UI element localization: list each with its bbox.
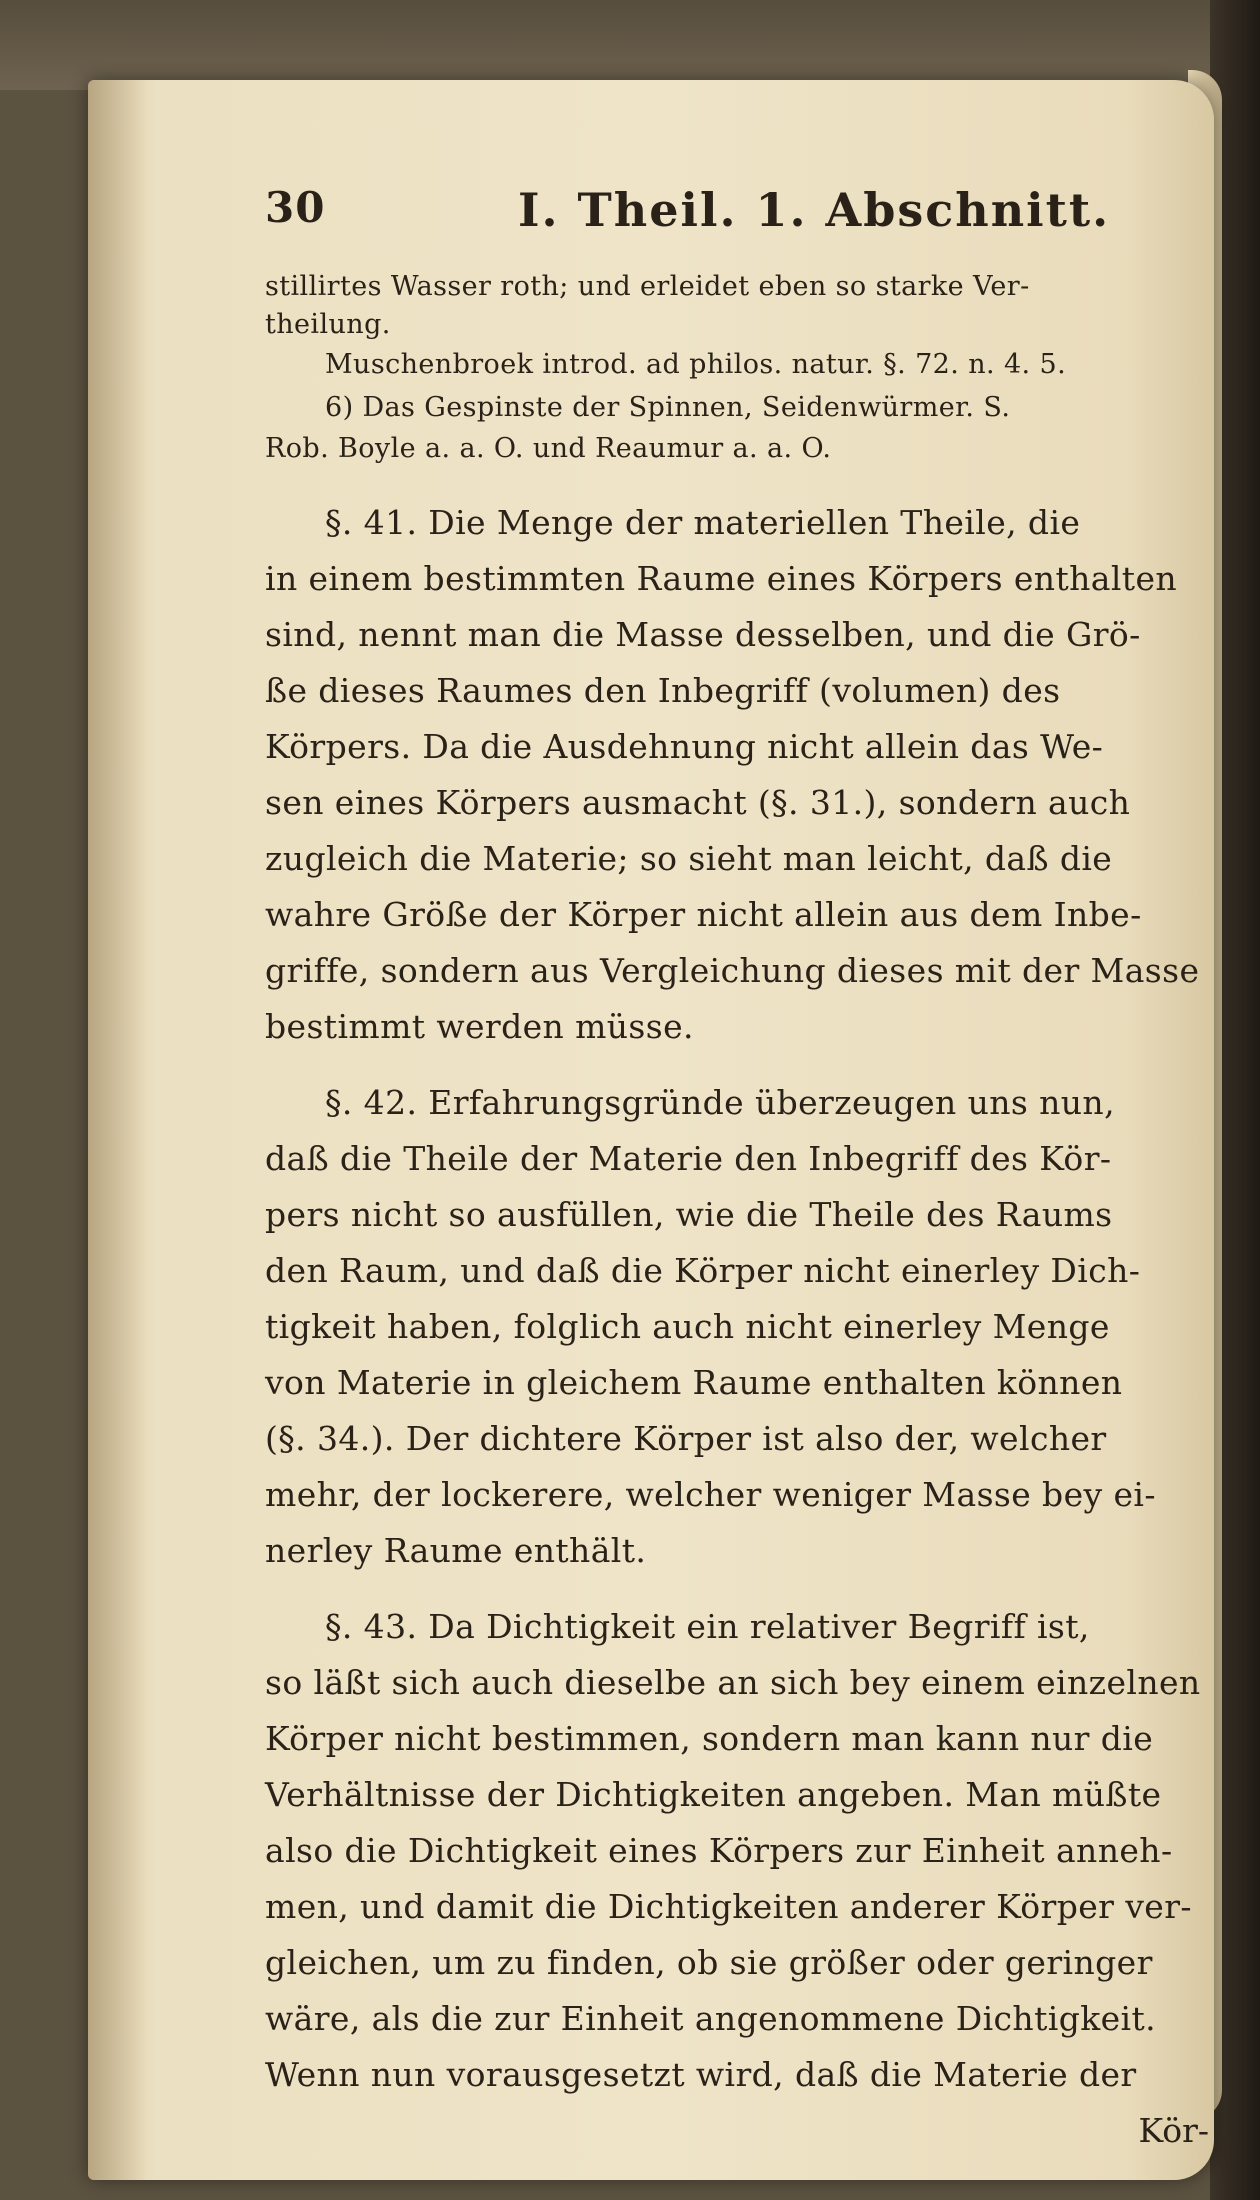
paragraph-42-line: mehr, der lockerere, welcher weniger Masse bey ei- (265, 1475, 1156, 1514)
paragraph-43-line: Wenn nun vorausgesetzt wird, daß die Materie der (265, 2055, 1137, 2094)
backdrop-top (0, 0, 1260, 90)
footnote-line: theilung. (265, 309, 391, 340)
paragraph-41-line: ße dieses Raumes den Inbegriff (volumen) des (265, 671, 1061, 710)
paragraph-42-line: §. 42. Erfahrungsgründe überzeugen uns nun, (325, 1083, 1115, 1122)
paragraph-43-line: gleichen, um zu finden, ob sie größer oder geringer (265, 1943, 1153, 1982)
catchword: Kör- (1138, 2111, 1209, 2150)
paragraph-43-line: §. 43. Da Dichtigkeit ein relativer Begriff ist, (325, 1607, 1090, 1646)
paragraph-42-line: von Materie in gleichem Raume enthalten können (265, 1363, 1123, 1402)
paragraph-42-line: nerley Raume enthält. (265, 1531, 647, 1570)
paragraph-41-line: griffe, sondern aus Vergleichung dieses mit der Masse (265, 951, 1200, 990)
footnote-line: Rob. Boyle a. a. O. und Reaumur a. a. O. (265, 433, 832, 464)
paragraph-41-line: zugleich die Materie; so sieht man leicht, daß die (265, 839, 1113, 878)
paragraph-41-line: §. 41. Die Menge der materiellen Theile, die (325, 503, 1081, 542)
paragraph-43-line: Verhältnisse der Dichtigkeiten angeben. Man müßte (265, 1775, 1162, 1814)
paragraph-41-line: bestimmt werden müsse. (265, 1007, 694, 1046)
footnote-line: Muschenbroek introd. ad philos. natur. §. 72. n. 4. 5. (325, 349, 1067, 380)
page-gutter (88, 80, 148, 2180)
paragraph-43-line: men, und damit die Dichtigkeiten anderer Körper ver- (265, 1887, 1192, 1926)
paragraph-41-line: wahre Größe der Körper nicht allein aus dem Inbe- (265, 895, 1142, 934)
paragraph-41-line: sind, nennt man die Masse desselben, und die Grö- (265, 615, 1141, 654)
paragraph-42-line: daß die Theile der Materie den Inbegriff des Kör- (265, 1139, 1112, 1178)
paragraph-43-line: so läßt sich auch dieselbe an sich bey einem einzelnen (265, 1663, 1201, 1702)
footnote-line: stillirtes Wasser roth; und erleidet eben so starke Ver- (265, 271, 1030, 302)
paragraph-42-line: den Raum, und daß die Körper nicht einerley Dich- (265, 1251, 1141, 1290)
paragraph-41-line: in einem bestimmten Raume eines Körpers enthalten (265, 559, 1178, 598)
paragraph-43-line: Körper nicht bestimmen, sondern man kann nur die (265, 1719, 1154, 1758)
page-header-title: I. Theil. 1. Abschnitt. (518, 183, 1111, 237)
paragraph-43-line: wäre, als die zur Einheit angenommene Dichtigkeit. (265, 1999, 1157, 2038)
page-number: 30 (265, 183, 326, 232)
paragraph-42-line: tigkeit haben, folglich auch nicht einerley Menge (265, 1307, 1110, 1346)
footnote-line: 6) Das Gespinste der Spinnen, Seidenwürmer. S. (325, 392, 1011, 423)
paragraph-41-line: Körpers. Da die Ausdehnung nicht allein das We- (265, 727, 1104, 766)
paragraph-42-line: (§. 34.). Der dichtere Körper ist also der, welcher (265, 1419, 1107, 1458)
running-head (265, 175, 1225, 245)
paragraph-41-line: sen eines Körpers ausmacht (§. 31.), sondern auch (265, 783, 1131, 822)
paragraph-42-line: pers nicht so ausfüllen, wie die Theile des Raums (265, 1195, 1113, 1234)
paragraph-43-line: also die Dichtigkeit eines Körpers zur Einheit anneh- (265, 1831, 1173, 1870)
